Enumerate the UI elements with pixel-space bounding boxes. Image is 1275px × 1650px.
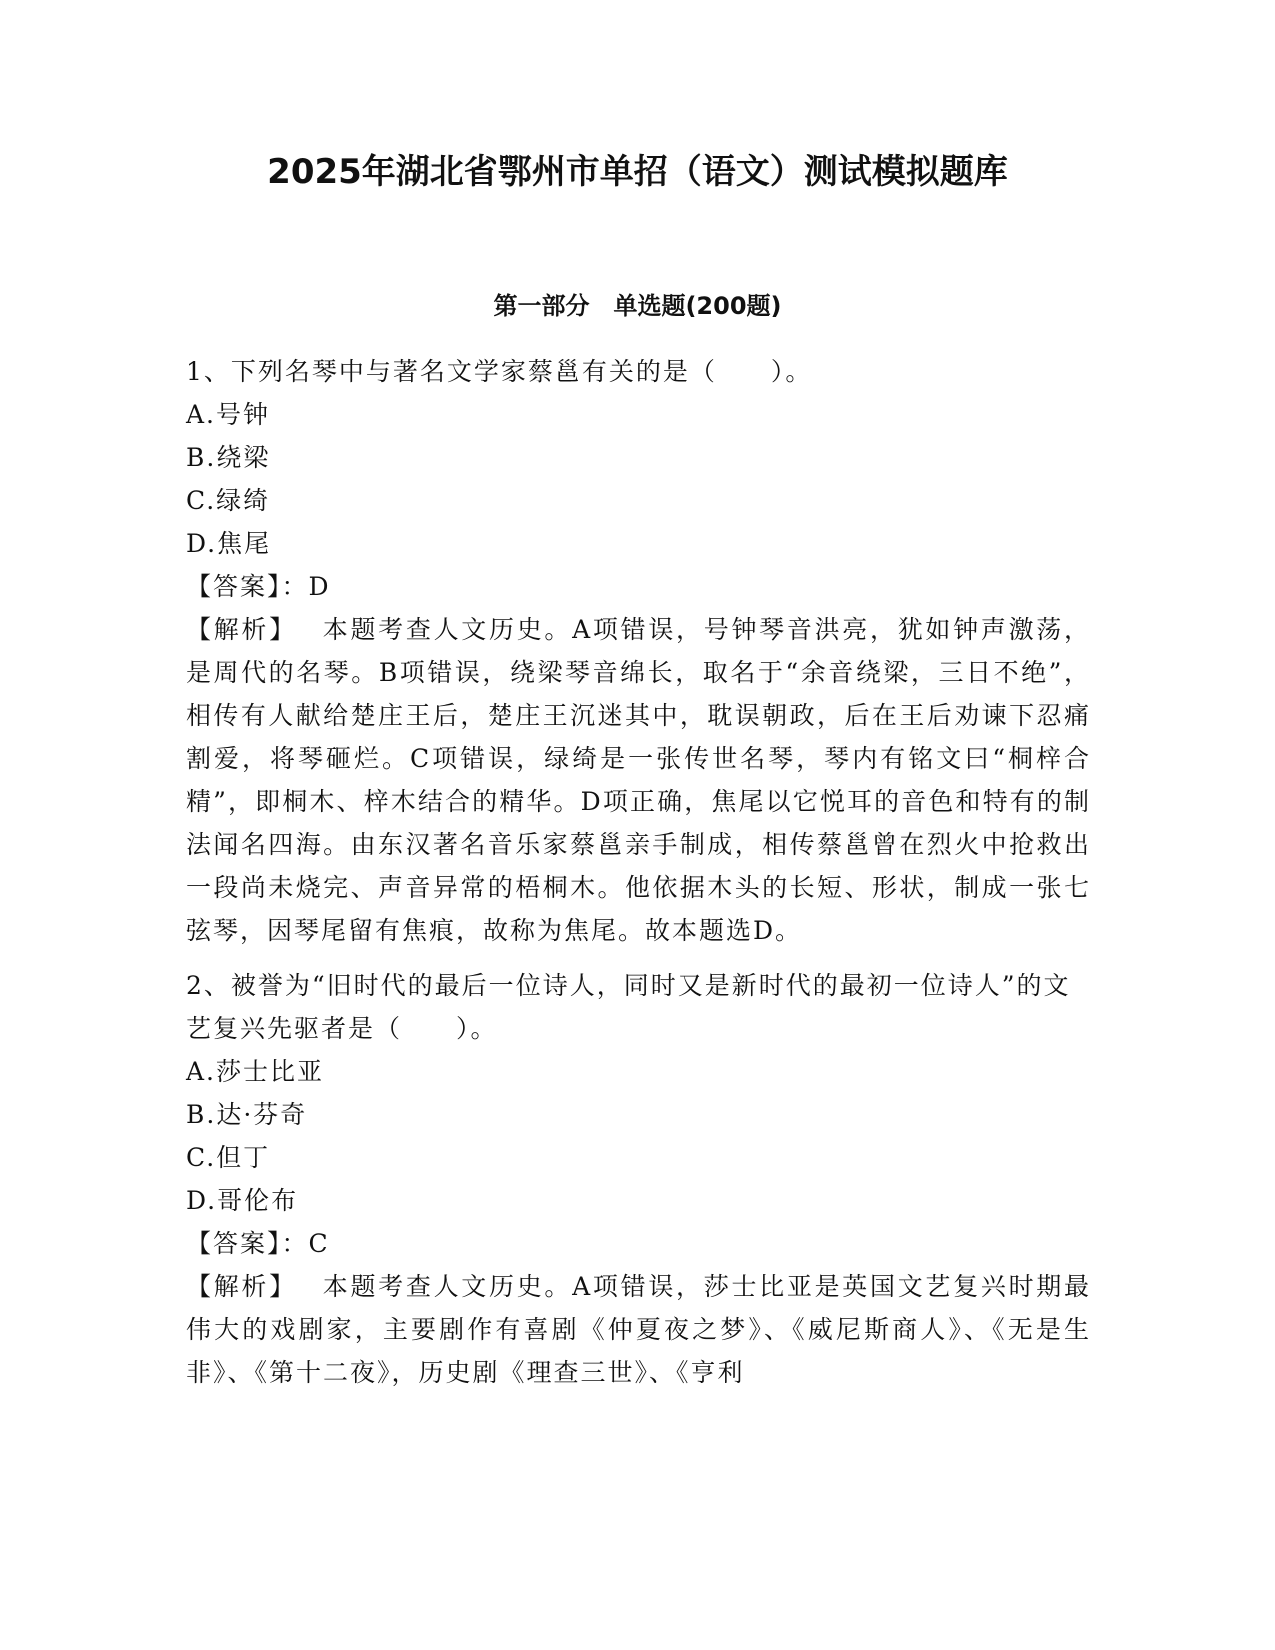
- answer-label: 【答案】：: [186, 1229, 309, 1258]
- analysis: [186, 1265, 1091, 1394]
- question-1: [186, 350, 1091, 952]
- answer-line: [186, 1222, 1091, 1265]
- answer-value: D: [308, 572, 331, 601]
- option-d: D.哥伦布: [186, 1186, 299, 1215]
- question-2: [186, 964, 1091, 1394]
- analysis-text: 本题考查人文历史。A项错误，号钟琴音洪亮，犹如钟声激荡，是周代的名琴。B项错误，绕梁琴音绵长，取名于“余音绕梁，三日不绝”，相传有人献给楚庄王后，楚庄王沉迷其中，耽误朝政，后在王后劝谏下忍痛割爱，将琴砸烂。C项错误，绿绮是一张传世名琴，琴内有铭文曰“桐梓合精”，即桐木、梓木结合的精华。D项正确，焦尾以它悦耳的音色和特有的制法闻名四海。由东汉著名音乐家蔡邕亲手制成，相传蔡邕曾在烈火中抢救出一段尚未烧完、声音异常的梧桐木。他依据木头的长短、形状，制成一张七弦琴，因琴尾留有焦痕，故称为焦尾。故本题选D。: [186, 615, 1091, 945]
- option-b: B.绕梁: [186, 443, 271, 472]
- option-d: D.焦尾: [186, 529, 272, 558]
- analysis-text: 本题考查人文历史。A项错误，莎士比亚是英国文艺复兴时期最伟大的戏剧家，主要剧作有喜剧《仲夏夜之梦》、《威尼斯商人》、《无是生非》、《第十二夜》，历史剧《理查三世》、《亨利: [186, 1272, 1091, 1387]
- answer-line: [186, 565, 1091, 608]
- question-stem: 2、被誉为“旧时代的最后一位诗人，同时又是新时代的最初一位诗人”的文艺复兴先驱者是（ ）。: [186, 971, 1071, 1043]
- document-title: 2025年湖北省鄂州市单招（语文）测试模拟题库: [267, 152, 1008, 192]
- answer-value: C: [308, 1229, 330, 1258]
- analysis: [186, 608, 1091, 952]
- question-list: [186, 350, 1091, 1394]
- analysis-label: 【解析】: [186, 615, 285, 644]
- question-stem: 1、下列名琴中与著名文学家蔡邕有关的是（ ）。: [186, 357, 813, 386]
- option-b: B.达·芬奇: [186, 1100, 308, 1129]
- option-a: A.号钟: [186, 400, 271, 429]
- section-title: 第一部分 单选题(200题): [493, 292, 782, 320]
- option-a: A.莎士比亚: [186, 1057, 325, 1086]
- answer-label: 【答案】：: [186, 572, 309, 601]
- option-c: C.但丁: [186, 1143, 271, 1172]
- option-c: C.绿绮: [186, 486, 271, 515]
- analysis-label: 【解析】: [186, 1272, 285, 1301]
